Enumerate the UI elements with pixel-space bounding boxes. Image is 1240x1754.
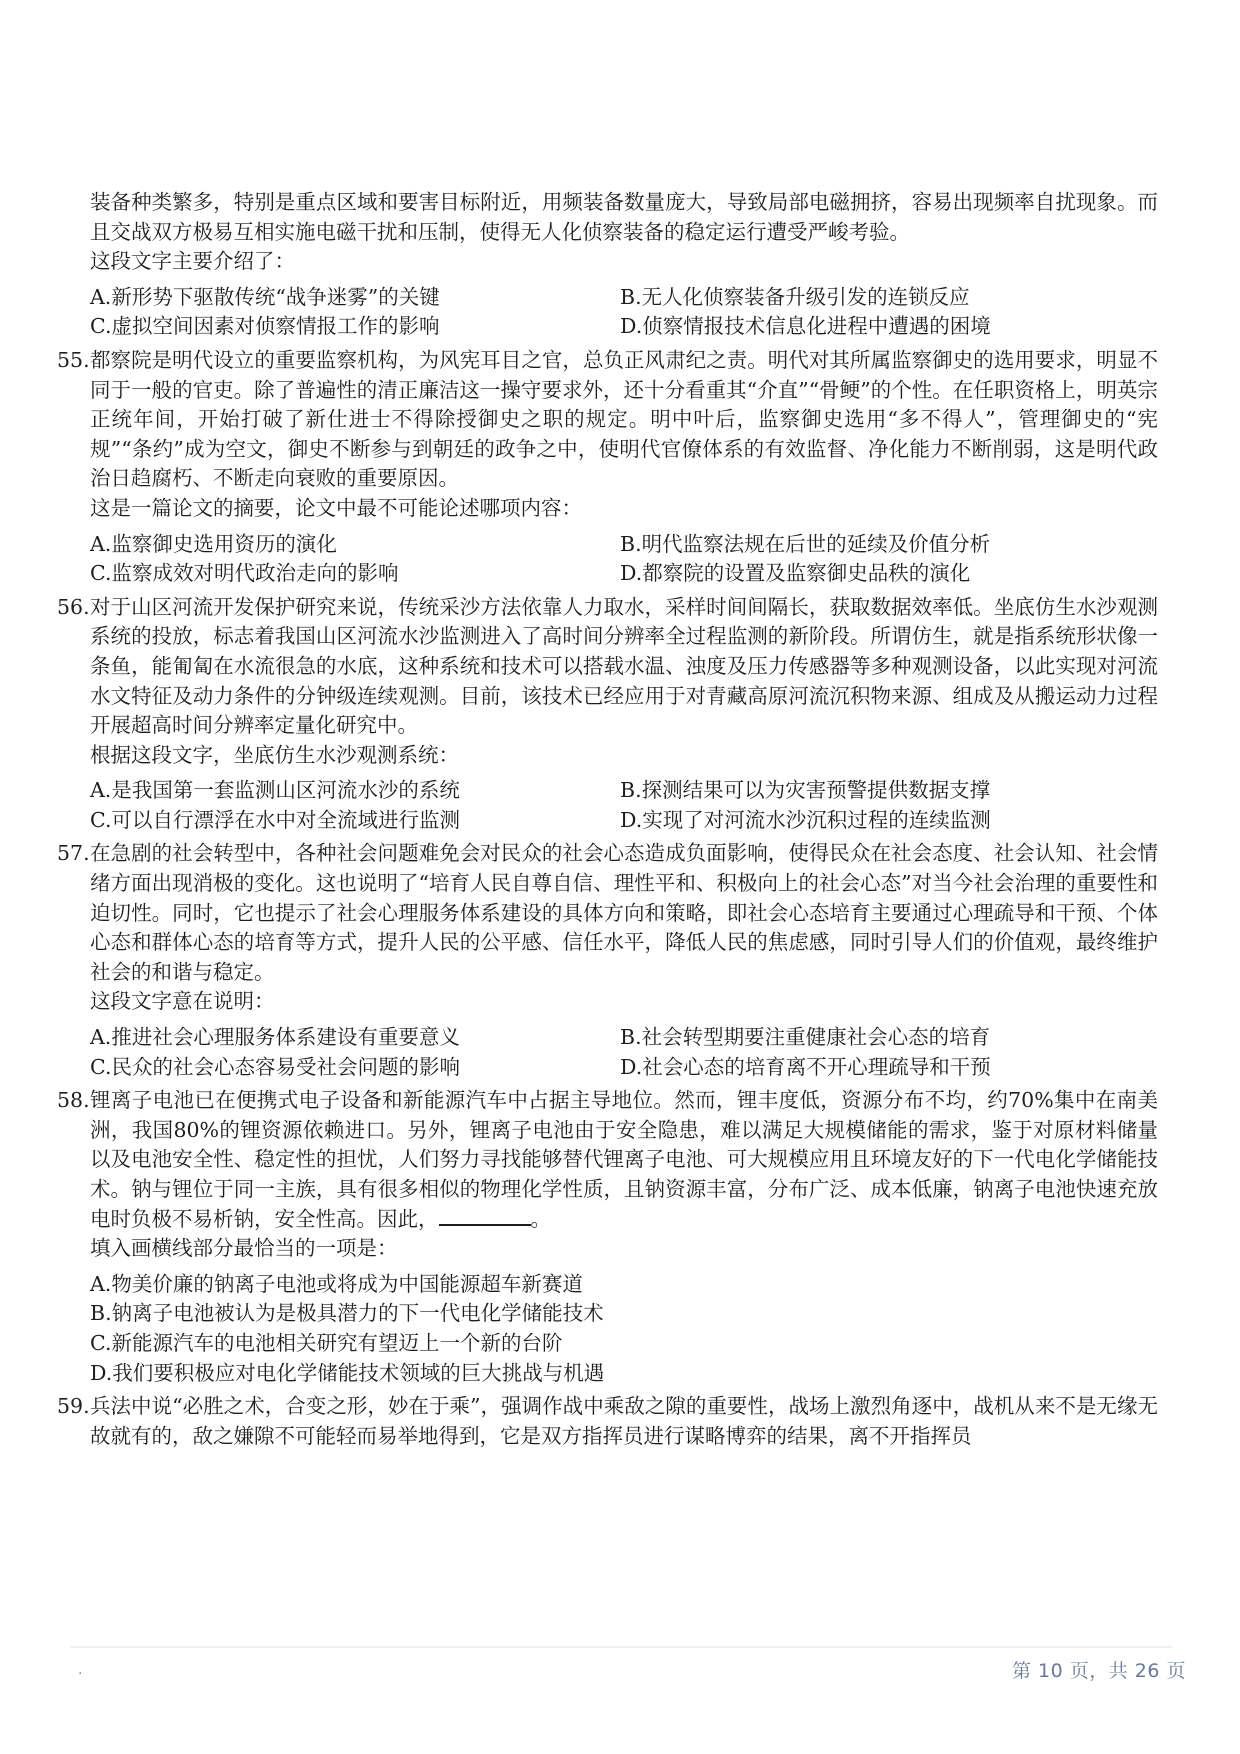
passage-text: 在急剧的社会转型中，各种社会问题难免会对民众的社会心态造成负面影响，使得民众在社会态度、社会认知、社会情绪方面出现消极的变化。这也说明了“培育人民自尊自信、理性平和、积极向上的社会心态”对当今社会治理的重要性和迫切性。同时，它也提示了社会心理服务体系建设的具体方向和策略，即社会心态培育主要通过心理疏导和干预、个体心态和群体心态的培育等方式，提升人民的公平感、信任水平，降低人民的焦虑感，同时引导人们的价值观，最终维护社会的和谐与稳定。 xyxy=(90,841,1158,984)
footer-mark: · xyxy=(78,1666,83,1682)
options-grid xyxy=(58,776,1158,835)
page-number: 第 10 页，共 26 页 xyxy=(1012,1660,1187,1682)
option-d[interactable]: D.都察院的设置及监察御史品秩的演化 xyxy=(620,561,971,586)
option-c[interactable]: C.可以自行漂浮在水中对全流域进行监测 xyxy=(90,807,460,832)
question-prompt: 填入画横线部分最恰当的一项是： xyxy=(90,1236,398,1261)
question-number: 55. xyxy=(57,347,90,372)
question-54-continuation xyxy=(58,188,1158,342)
question-55 xyxy=(58,346,1158,589)
option-d[interactable]: D.实现了对河流水沙沉积过程的连续监测 xyxy=(620,807,991,832)
question-58 xyxy=(58,1086,1158,1388)
question-number: 59. xyxy=(57,1394,90,1419)
option-c[interactable]: C.民众的社会心态容易受社会问题的影响 xyxy=(90,1054,460,1079)
option-b[interactable]: B.探测结果可以为灾害预警提供数据支撑 xyxy=(620,778,991,803)
question-prompt: 这段文字主要介绍了： xyxy=(90,249,295,274)
passage-tail: 。 xyxy=(530,1206,551,1231)
page-content xyxy=(58,188,1158,1451)
option-b[interactable]: B.社会转型期要注重健康社会心态的培育 xyxy=(620,1025,991,1050)
options-grid xyxy=(58,530,1158,589)
option-b[interactable]: B.钠离子电池被认为是极具潜力的下一代电化学储能技术 xyxy=(90,1301,604,1326)
passage-text: 对于山区河流开发保护研究来说，传统采沙方法依靠人力取水，采样时间间隔长，获取数据效率低。坐底仿生水沙观测系统的投放，标志着我国山区河流水沙监测进入了高时间分辨率全过程监测的新阶段。所谓仿生，就是指系统形状像一条鱼，能匍匐在水流很急的水底，这种系统和技术可以搭载水温、浊度及压力传感器等多种观测设备，以此实现对河流水文特征及动力条件的分钟级连续观测。目前，该技术已经应用于对青藏高原河流沉积物来源、组成及从搬运动力过程开展超高时间分辨率定量化研究中。 xyxy=(90,594,1158,738)
option-a[interactable]: A.监察御史选用资历的演化 xyxy=(90,531,337,556)
passage-text: 锂离子电池已在便携式电子设备和新能源汽车中占据主导地位。然而，锂丰度低，资源分布不均，约70%集中在南美洲，我国80%的锂资源依赖进口。另外，锂离子电池由于安全隐患，难以满足大规模储能的需求，鉴于对原材料储量以及电池安全性、稳定性的担忧，人们努力寻找能够替代锂离子电池、可大规模应用且环境友好的下一代电化学储能技术。钠与锂位于同一主族，具有很多相似的物理化学性质，且钠资源丰富，分布广泛、成本低廉，钠离子电池快速充放电时负极不易析钠，安全性高。因此， xyxy=(90,1088,1158,1231)
fill-in-blank xyxy=(439,1206,531,1226)
question-number: 57. xyxy=(57,841,90,866)
option-c[interactable]: C.监察成效对明代政治走向的影响 xyxy=(90,561,399,586)
question-prompt: 这段文字意在说明： xyxy=(90,989,275,1014)
option-b[interactable]: B.无人化侦察装备升级引发的连锁反应 xyxy=(620,284,970,309)
question-prompt: 根据这段文字，坐底仿生水沙观测系统： xyxy=(90,742,459,767)
option-c[interactable]: C.新能源汽车的电池相关研究有望迈上一个新的台阶 xyxy=(90,1330,563,1355)
option-d[interactable]: D.侦察情报技术信息化进程中遭遇的困境 xyxy=(620,314,991,339)
option-a[interactable]: A.推进社会心理服务体系建设有重要意义 xyxy=(90,1025,460,1050)
options-grid xyxy=(58,1023,1158,1082)
options-grid xyxy=(58,283,1158,342)
option-d[interactable]: D.社会心态的培育离不开心理疏导和干预 xyxy=(620,1054,991,1079)
question-number: 56. xyxy=(57,594,90,619)
passage-text: 兵法中说“必胜之术，合变之形，妙在于乘”，强调作战中乘敌之隙的重要性，战场上激烈角逐中，战机从来不是无缘无故就有的，敌之嫌隙不可能轻而易举地得到，它是双方指挥员进行谋略博弈的结果，离不开指挥员 xyxy=(90,1394,1158,1448)
option-b[interactable]: B.明代监察法规在后世的延续及价值分析 xyxy=(620,531,991,556)
option-a[interactable]: A.是我国第一套监测山区河流水沙的系统 xyxy=(90,778,460,803)
options-list xyxy=(58,1270,1158,1388)
question-57 xyxy=(58,839,1158,1082)
passage-text: 装备种类繁多，特别是重点区域和要害目标附近，用频装备数量庞大，导致局部电磁拥挤，容易出现频率自扰现象。而且交战双方极易互相实施电磁干扰和压制，使得无人化侦察装备的稳定运行遭受严峻考验。 xyxy=(90,190,1158,244)
question-59 xyxy=(58,1392,1158,1451)
passage-text: 都察院是明代设立的重要监察机构，为风宪耳目之官，总负正风肃纪之责。明代对其所属监察御史的选用要求，明显不同于一般的官吏。除了普遍性的清正廉洁这一操守要求外，还十分看重其“介直”“骨鲠”的个性。在任职资格上，明英宗正统年间，开始打破了新仕进士不得除授御史之职的规定。明中叶后，监察御史选用“多不得人”，管理御史的“宪规”“条约”成为空文，御史不断参与到朝廷的政争之中，使明代官僚体系的有效监督、净化能力不断削弱，这是明代政治日趋腐朽、不断走向衰败的重要原因。 xyxy=(90,347,1158,491)
option-d[interactable]: D.我们要积极应对电化学储能技术领域的巨大挑战与机遇 xyxy=(90,1360,605,1385)
option-c[interactable]: C.虚拟空间因素对侦察情报工作的影响 xyxy=(90,314,440,339)
option-a[interactable]: A.新形势下驱散传统“战争迷雾”的关键 xyxy=(90,284,440,309)
question-prompt: 这是一篇论文的摘要，论文中最不可能论述哪项内容： xyxy=(90,495,582,520)
question-56 xyxy=(58,593,1158,836)
footer-divider xyxy=(70,1646,1172,1648)
option-a[interactable]: A.物美价廉的钠离子电池或将成为中国能源超车新赛道 xyxy=(90,1271,583,1296)
question-number: 58. xyxy=(57,1088,90,1113)
